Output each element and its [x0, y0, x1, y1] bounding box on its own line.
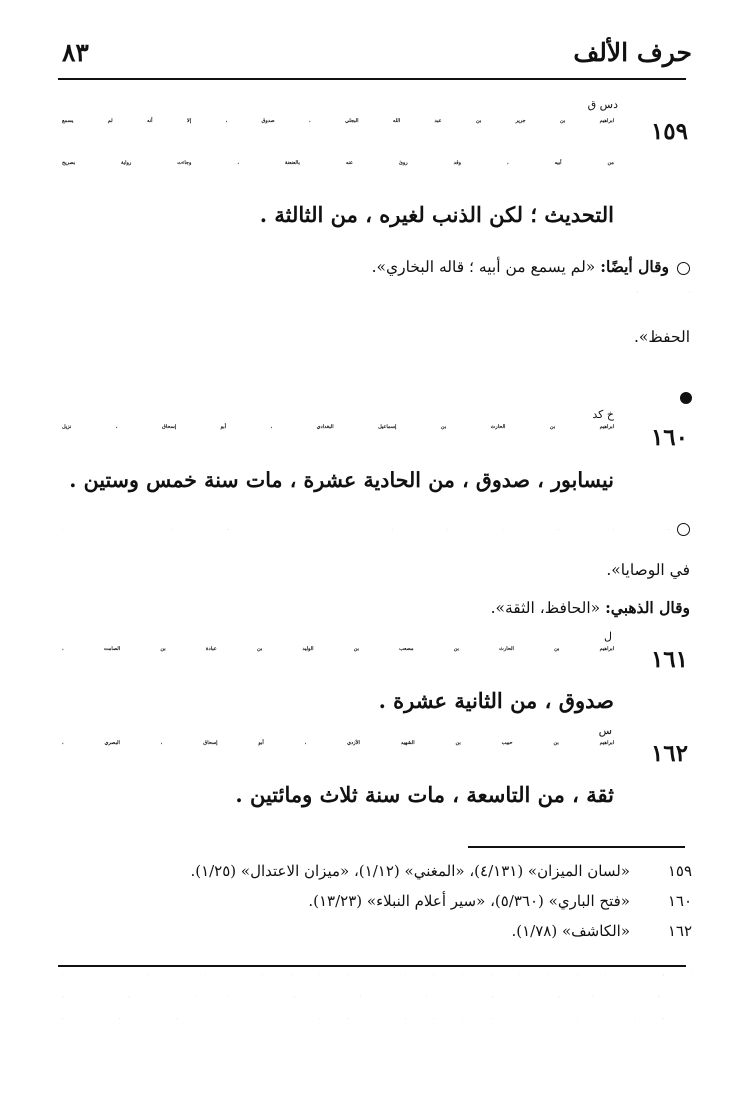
entry-159-line-2: من أبيه ، وقد روىٰ عنه بالعنعنة ، وجاءت رواية بصريح [62, 160, 614, 166]
entry-160-line-1: ابراهيم بن الحارث بن إسماعيل البغدادي ، أبو إسحاق ، نزيل [62, 424, 614, 430]
entry-160-symbols: خ كد [592, 408, 614, 421]
entry-162-number: ١٦٢ [650, 740, 688, 767]
footnote-number: ١٥٩ [667, 862, 692, 880]
entry-159-comment-1 [372, 257, 690, 276]
circle-bullet-icon [677, 262, 690, 275]
comment-label: وقال أيضًا: [600, 257, 669, 276]
entry-162-symbols: س [598, 724, 612, 737]
entry-160-comment-2 [491, 598, 690, 617]
circle-bullet-icon [677, 523, 690, 536]
footnote-number: ١٦٢ [667, 922, 692, 940]
header-divider [58, 78, 686, 80]
entry-161-line-2: صدوق ، من الثانية عشرة . [378, 688, 614, 713]
footnote-divider [468, 846, 685, 848]
entry-161-line-1: ابراهيم بن الحارث بن مصعب بن الوليد بن عبادة بن الصامت ، [62, 646, 614, 652]
footnote-number: ١٦٠ [667, 892, 692, 910]
abbreviations-divider [58, 965, 686, 967]
entry-160-number: ١٦٠ [650, 424, 688, 451]
entry-159-symbols: دس ق [587, 98, 618, 111]
entry-160-comment-1-cont: في الوصايا». [606, 561, 690, 579]
entry-162-line-1: ابراهيم بن حبيب بن الشهيد الأزدي ، أبو إسحاق ، البصري ، [62, 740, 614, 746]
entry-159-line-3: التحديث ؛ لكن الذنب لغيره ، من الثالثة . [259, 202, 614, 227]
entry-162-line-2: ثقة ، من التاسعة ، مات سنة ثلاث ومائتين . [235, 782, 614, 807]
entry-160-comment-1 [62, 523, 690, 536]
comment-text: «لم يسمع من أبيه ؛ قاله البخاري». [371, 258, 596, 276]
entry-159-comment-2-cont: الحفظ». [634, 328, 690, 346]
entry-161-number: ١٦١ [650, 646, 688, 673]
running-title: حرف الألف [573, 38, 692, 67]
page-number: ٨٣ [62, 38, 89, 67]
footnote-text: «لسان الميزان» (٤/١٣١)، «المغني» (١/١٢)، «ميزان الاعتدال» (١/٢٥). [190, 862, 630, 880]
entry-161-symbols: ل [604, 630, 612, 643]
footnote-text: «فتح الباري» (٥/٣٦٠)، «سير أعلام النبلاء» (١٣/٢٣). [308, 892, 630, 910]
bullet-dot-icon [680, 392, 692, 404]
entry-159-line-1: ابراهيم بن جرير بن عبد الله البجلي ، صدوق ، إلا أنه لم يسمع [62, 118, 614, 124]
entry-159-number: ١٥٩ [650, 118, 688, 145]
comment-text: «الحافظ، الثقة». [490, 599, 601, 617]
entry-160-line-2: نيسابور ، صدوق ، من الحادية عشرة ، مات سنة خمس وستين . [69, 468, 614, 492]
comment-label: وقال الذهبي: [605, 598, 690, 617]
footnote-text: «الكاشف» (١/٧٨). [511, 922, 630, 940]
